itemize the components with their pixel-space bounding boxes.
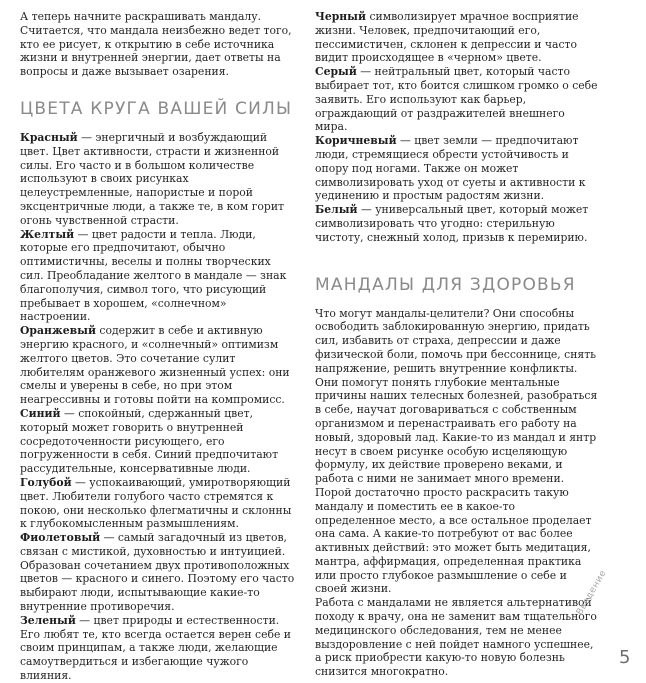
color-name: Голубой xyxy=(20,475,72,489)
color-description: — энергичный и возбуждающий цвет. Цвет активности, страсти и жизненной силы. Его часто и в большом количестве используют в своих рисунках целеустремленные, напористые и порой эксцентричные люди, а также те, в ком горит огонь чувственной страсти. xyxy=(20,130,285,227)
color-entry-black xyxy=(315,10,598,65)
color-description: — цвет земли — предпочитают люди, стремящиеся обрести устойчивость и опору под ногами. Также он может символизировать уход от суеты и активности к уединению и простым радостям жизни. xyxy=(315,134,586,203)
color-entry-blue xyxy=(20,407,296,476)
color-entry-violet xyxy=(20,531,296,614)
color-name: Коричневый xyxy=(315,134,397,148)
color-name: Белый xyxy=(315,203,358,217)
color-entry-brown xyxy=(315,134,598,203)
page-number: 5 xyxy=(619,647,631,668)
color-entry-yellow xyxy=(20,228,296,325)
color-description: — самый загадочный из цветов, связан с мистикой, духовностью и интуицией. Образован сочетанием двух противоположных цветов — красного и синего. Поэтому его часто выбирают люди, испытывающие какие-то внутренние противоречия. xyxy=(20,531,295,614)
color-name: Серый xyxy=(315,65,357,79)
health-section-heading: МАНДАЛЫ ДЛЯ ЗДОРОВЬЯ xyxy=(315,274,576,295)
color-description: содержит в себе и активную энергию красного, и «солнечный» оптимизм желтого цветов. Это сочетание сулит любителям оранжевого жизненный успех: они смелы и уверены в себе, но при этом неагрессивны и готовы пойти на компромисс. xyxy=(20,324,290,407)
color-entry-green xyxy=(20,614,296,683)
color-description: — универсальный цвет, который может символизировать что угодно: стерильную чистоту, снежный холод, призыв к перемирию. xyxy=(315,203,589,244)
color-description: — цвет радости и тепла. Люди, которые его предпочитают, обычно оптимистичны, веселы и полны творческих сил. Преобладание желтого в мандале — знак благополучия, символ того, что рисующий пребывает в хорошем, «солнечном» настроении. xyxy=(20,227,287,324)
color-name: Зеленый xyxy=(20,613,76,627)
color-description: — цвет природы и естественности. Его любят те, кто всегда остается верен себе и своим принципам, а также люди, желающие самоутвердиться и избегающие чужого влияния. xyxy=(20,613,291,683)
color-entry-white xyxy=(315,203,598,244)
color-description: — нейтральный цвет, который часто выбирает тот, кто боится слишком громко о себе заявить. Его используют как барьер, ограждающий от раздражителей внешнего мира. xyxy=(315,65,598,134)
color-entry-orange xyxy=(20,324,296,407)
right-column xyxy=(315,10,598,679)
color-name: Красный xyxy=(20,130,78,144)
color-name: Черный xyxy=(315,10,367,23)
color-name: Оранжевый xyxy=(20,324,96,338)
color-description: — успокаивающий, умиротворяющий цвет. Любители голубого часто стремятся к покою, они несколько флегматичны и склонны к глубокомысленным размышлениям. xyxy=(20,475,292,531)
color-description: символизирует мрачное восприятие жизни. Человек, предпочитающий его, пессимистичен, склонен к депрессии и часто видит происходящее в «черном» цвете. xyxy=(315,10,579,65)
color-entry-light-blue xyxy=(20,476,296,531)
color-entry-gray xyxy=(315,65,598,134)
color-description: — спокойный, сдержанный цвет, который может говорить о внутренней сосредоточенности рисующего, его погруженности в себя. Синий предпочитают рассудительные, консервативные люди. xyxy=(20,406,279,476)
health-paragraph-2: Работа с мандалами не является альтернативой походу к врачу, она не заменит вам тщательного медицинского обследования, тем не менее выздоровление с ней пойдет намного успешнее, а риск приобрести какую-то новую болезнь снизится многократно. xyxy=(315,596,597,679)
colors-section-heading: ЦВЕТА КРУГА ВАШЕЙ СИЛЫ xyxy=(20,98,293,119)
color-name: Желтый xyxy=(20,227,75,241)
color-entry-red xyxy=(20,131,296,228)
color-name: Фиолетовый xyxy=(20,531,101,545)
health-paragraph-1: Что могут мандалы-целители? Они способны освободить заблокированную энергию, придать сил, избавить от страха, депрессии и даже физической боли, помочь при бессоннице, снять напряжение, решить внутренние конфликты. Они помогут понять глубокие ментальные причины наших телесных болезней, разобраться в себе, научат договариваться с собственным организмом и перенастраивать его работу на новый, здоровый лад. Какие-то из мандал и янтр несут в своем рисунке особую исцеляющую формулу, их действие проверено веками, и работа с ними не занимает много времени. Порой достаточно просто раскрасить такую мандалу и поместить ее в какое-то определенное место, а все остальное проделает она сама. А какие-то потребуют от вас более активных действий: это может быть медитация, мантра, аффирмация, определенная практика или просто глубокое размышление о себе и своей жизни. xyxy=(315,306,598,596)
color-name: Синий xyxy=(20,406,61,420)
intro-paragraph: А теперь начните раскрашивать мандалу. Считается, что мандала неизбежно ведет того, кто ее рисует, к открытию в себе источника жизни и внутренней энергии, дает ответы на вопросы и даже вызывает озарения. xyxy=(20,10,292,79)
left-column xyxy=(20,10,296,683)
section-side-label: Введение xyxy=(575,568,609,617)
